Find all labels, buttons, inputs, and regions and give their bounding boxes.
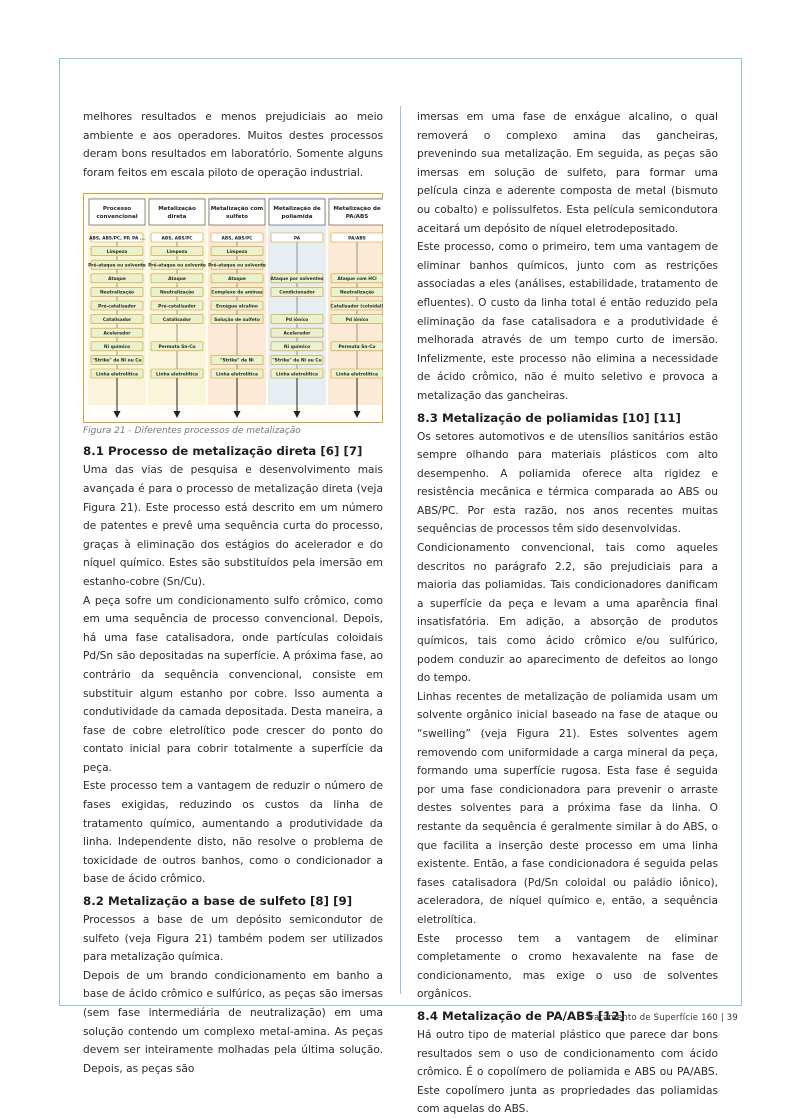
process-step-label: PA (293, 236, 301, 242)
process-step-label: Ataque (108, 277, 126, 283)
process-column-header (89, 199, 145, 225)
process-step-label: Linha eletrolítica (216, 372, 258, 378)
process-step-label: Complexo de aminas (211, 291, 263, 297)
paragraph: Depois de um brando condicionamento em banho a base de ácido crômico e sulfúrico, as peças são imersas (sem fase intermediária de neutralização) em uma solução contendo um complexo metal-amina. As peças devem ser inteiramente molhadas pela última solução. Depois, as peças são (83, 969, 383, 1075)
process-step-label: Pré-catalisador (158, 304, 196, 310)
figure-caption: Figura 21 - Diferentes processos de metalização (83, 426, 301, 437)
process-column-title: poliamida (281, 214, 313, 221)
section-heading: 8.3 Metalização de poliamidas [10] [11] (417, 410, 681, 425)
process-column-title: PA/ABS (345, 214, 369, 221)
paragraph: A peça sofre um condicionamento sulfo crômico, como em uma sequência de processo convencional. Depois, há uma fase catalisadora, onde partículas coloidais Pd/Sn são depositadas na superfície. A próxima fase, ao contrário da sequência convencional, consiste em substituir algum estanho por cobre. Isso aumenta a condutividade da camada depositada. Desta maneira, a fase de cobre eletrolítico pode crescer do ponto do contato inicial para cobrir totalmente a superfície da peça. (83, 594, 383, 774)
process-step-label: Pré-ataque ou solvente (148, 263, 206, 269)
process-figure (83, 193, 383, 423)
process-column-title: Processo (102, 206, 132, 213)
process-column-header (269, 199, 325, 225)
process-step-label: Acelerador (103, 331, 131, 337)
section-heading: 8.2 Metalização a base de sulfeto [8] [9] (83, 894, 353, 909)
process-step-label: Ataque com HCl (337, 277, 377, 283)
process-step-label: Catalisador (coloidal) (330, 304, 383, 310)
process-step-label: Linha eletrolítica (96, 372, 138, 378)
paragraph: Condicionamento convencional, tais como aqueles descritos no parágrafo 2.2, são prejudiciais para a maioria das poliamidas. Tais condicionadores danificam a superfície da peça e levam a uma aparência final insatisfatória. Em adição, a absorção de produtos químicos, tais como ácido crômico e/ou sulfúrico, podem conduzir ao aparecimento de defeitos ao longo do tempo. (417, 542, 718, 685)
left-column (83, 108, 383, 1078)
process-step-label: Acelerador (283, 331, 311, 337)
process-column-header (149, 199, 205, 225)
paragraph: Este processo, como o primeiro, tem uma vantagem de eliminar banhos químicos, junto com as restrições associadas a eles (análises, estabilidade, tratamento de efluentes). O custo da linha total é então reduzido pela eliminação da fase catalisadora e a produtividade é melhorada através de um tempo curto de imersão. Infelizmente, este processo não elimina a necessidade de ácido crômico, não é muito seletivo e provoca a metalização das gancheiras. (417, 241, 718, 402)
process-step-label: Linha eletrolítica (336, 372, 378, 378)
column-divider (400, 106, 401, 994)
process-column-header (329, 199, 383, 225)
paragraph: Uma das vias de pesquisa e desenvolvimento mais avançada é para o processo de metalização direta (veja Figura 21). Este processo está descrito em um número de patentes e prevê uma sequência curta do processo, graças à eliminação dos estágios do acelerador e do níquel químico. Estes são substituídos pela imersão em estanho-cobre (Sn/Cu). (83, 464, 383, 588)
process-step-label: Pré-catalisador (98, 304, 136, 310)
process-step-label: Ni químico (283, 345, 311, 351)
section-heading: 8.1 Processo de metalização direta [6] [7] (83, 444, 363, 459)
process-flow-diagram (83, 193, 383, 423)
process-step-label: "Strike" de Ni ou Cu (92, 359, 142, 365)
process-step-label: Ataque (228, 277, 246, 283)
process-step-label: Solução de sulfeto (214, 318, 260, 324)
process-step-label: Enxágue alcalino (216, 304, 258, 310)
process-column-title: Metalização com (210, 206, 264, 213)
process-column-title: Metalização de (273, 206, 321, 213)
process-step-label: ABS, ABS/PC (161, 236, 193, 242)
process-step-label: PA/ABS (348, 236, 366, 242)
process-step-label: Neutralização (339, 291, 375, 297)
paragraph: Este processo tem a vantagem de eliminar completamente o cromo hexavalente na fase de condicionamento, mas exige o uso de solventes orgânicos. (417, 932, 718, 1001)
process-step-label: Linha eletrolítica (156, 372, 198, 378)
paragraph: Processos a base de um depósito semicondutor de sulfeto (veja Figura 21) também podem ser utilizados para metalização química. (83, 914, 383, 964)
process-step-label: Pd iônico (345, 318, 369, 324)
paragraph: imersas em uma fase de enxágue alcalino, o qual removerá o complexo amina das gancheiras, prevenindo sua metalização. Em seguida, as peças são imersas em solução de sulfeto, para formar uma película cinza e aderente composta de metal (bismuto ou cobalto) e polissulfetos. Esta película semicondutora aceitará um depósito de níquel eletrodepositado. (417, 111, 718, 235)
process-column-title: sulfeto (226, 214, 248, 221)
process-step-label: ABS, ABS/PC, PP, PA ... (89, 236, 145, 242)
process-step-label: Catalisador (102, 318, 132, 324)
process-column-title: direta (167, 214, 187, 221)
process-step-label: Neutralização (159, 291, 195, 297)
process-column-title: convencional (96, 214, 138, 221)
process-column-header (209, 199, 265, 225)
right-column (417, 108, 718, 1119)
paragraph: Há outro tipo de material plástico que parece dar bons resultados sem o uso de condicionamento com ácido crômico. É o copolímero de poliamida e ABS ou PA/ABS. Este copolímero junta as propriedades das poliamidas com aquelas do ABS. (417, 1028, 718, 1116)
process-step-label: ABS, ABS/PC (221, 236, 253, 242)
process-step-label: Condicionador (279, 291, 315, 297)
process-step-label: Limpeza (226, 250, 248, 256)
process-step-label: Ataque por solventes (270, 277, 324, 283)
paragraph: melhores resultados e menos prejudiciais ao meio ambiente e aos operadores. Muitos destes processos deram bons resultados em laboratório. Somente alguns foram feitos em escala piloto de operação industrial. (83, 111, 383, 179)
process-step-label: Pd iônico (285, 318, 309, 324)
section-heading: 8.4 Metalização de PA/ABS [12] (417, 1008, 625, 1023)
process-step-label: Permuta Sn-Cu (158, 345, 196, 351)
paragraph: Linhas recentes de metalização de poliamida usam um solvente orgânico inicial baseado na fase de ataque ou “swelling” (veja Figura 21). Estes solventes agem removendo com uniformidade a carga mineral da peça, formando uma superfície rugosa. Esta fase é seguida por uma fase condicionadora para prevenir o arraste destes solventes para a próxima fase da linha. O restante da sequência é geralmente similar à do ABS, o que facilita a inserção deste processo em uma linha existente. Então, a fase condicionadora é seguida pelas fases catalisadora (Pd/Sn coloidal ou paládio iônico), aceleradora, de níquel químico e, então, a sequência eletrolítica. (417, 690, 718, 926)
process-step-label: Catalisador (162, 318, 192, 324)
process-step-label: Neutralização (99, 291, 135, 297)
process-step-label: Ni químico (103, 345, 131, 351)
process-step-label: Ataque (168, 277, 186, 283)
paragraph: Este processo tem a vantagem de reduzir o número de fases exigidas, reduzindo os custos da linha de tratamento químico, aumentando a produtividade da linha. Independente disto, não resolve o problema de toxicidade de outros banhos, como o condicionador a base de ácido crômico. (83, 780, 383, 886)
process-step-label: Limpeza (166, 250, 188, 256)
process-step-label: "Strike" de Ni (220, 359, 254, 365)
paragraph: Os setores automotivos e de utensílios sanitários estão sempre olhando para materiais plásticos com alto desempenho. A poliamida oferece alta rigidez e resistência mecânica e térmica comparada ao ABS ou ABS/PC. Por esta razão, nos anos recentes muitas sequências de processos têm sido desenvolvidas. (417, 430, 718, 536)
process-column-title: Metalização (158, 206, 196, 213)
page-footer: Tratamento de Superfície 160 | 39 (586, 1013, 738, 1023)
process-step-label: "Strike" de Ni ou Cu (272, 359, 322, 365)
process-column-title: Metalização de (333, 206, 381, 213)
process-step-label: Pré-ataque ou solvente (208, 263, 266, 269)
process-step-label: Permuta Sn-Cu (338, 345, 376, 351)
process-step-label: Limpeza (106, 250, 128, 256)
process-step-label: Linha eletrolítica (276, 372, 318, 378)
process-step-label: Pré-ataque ou solvente (88, 263, 146, 269)
